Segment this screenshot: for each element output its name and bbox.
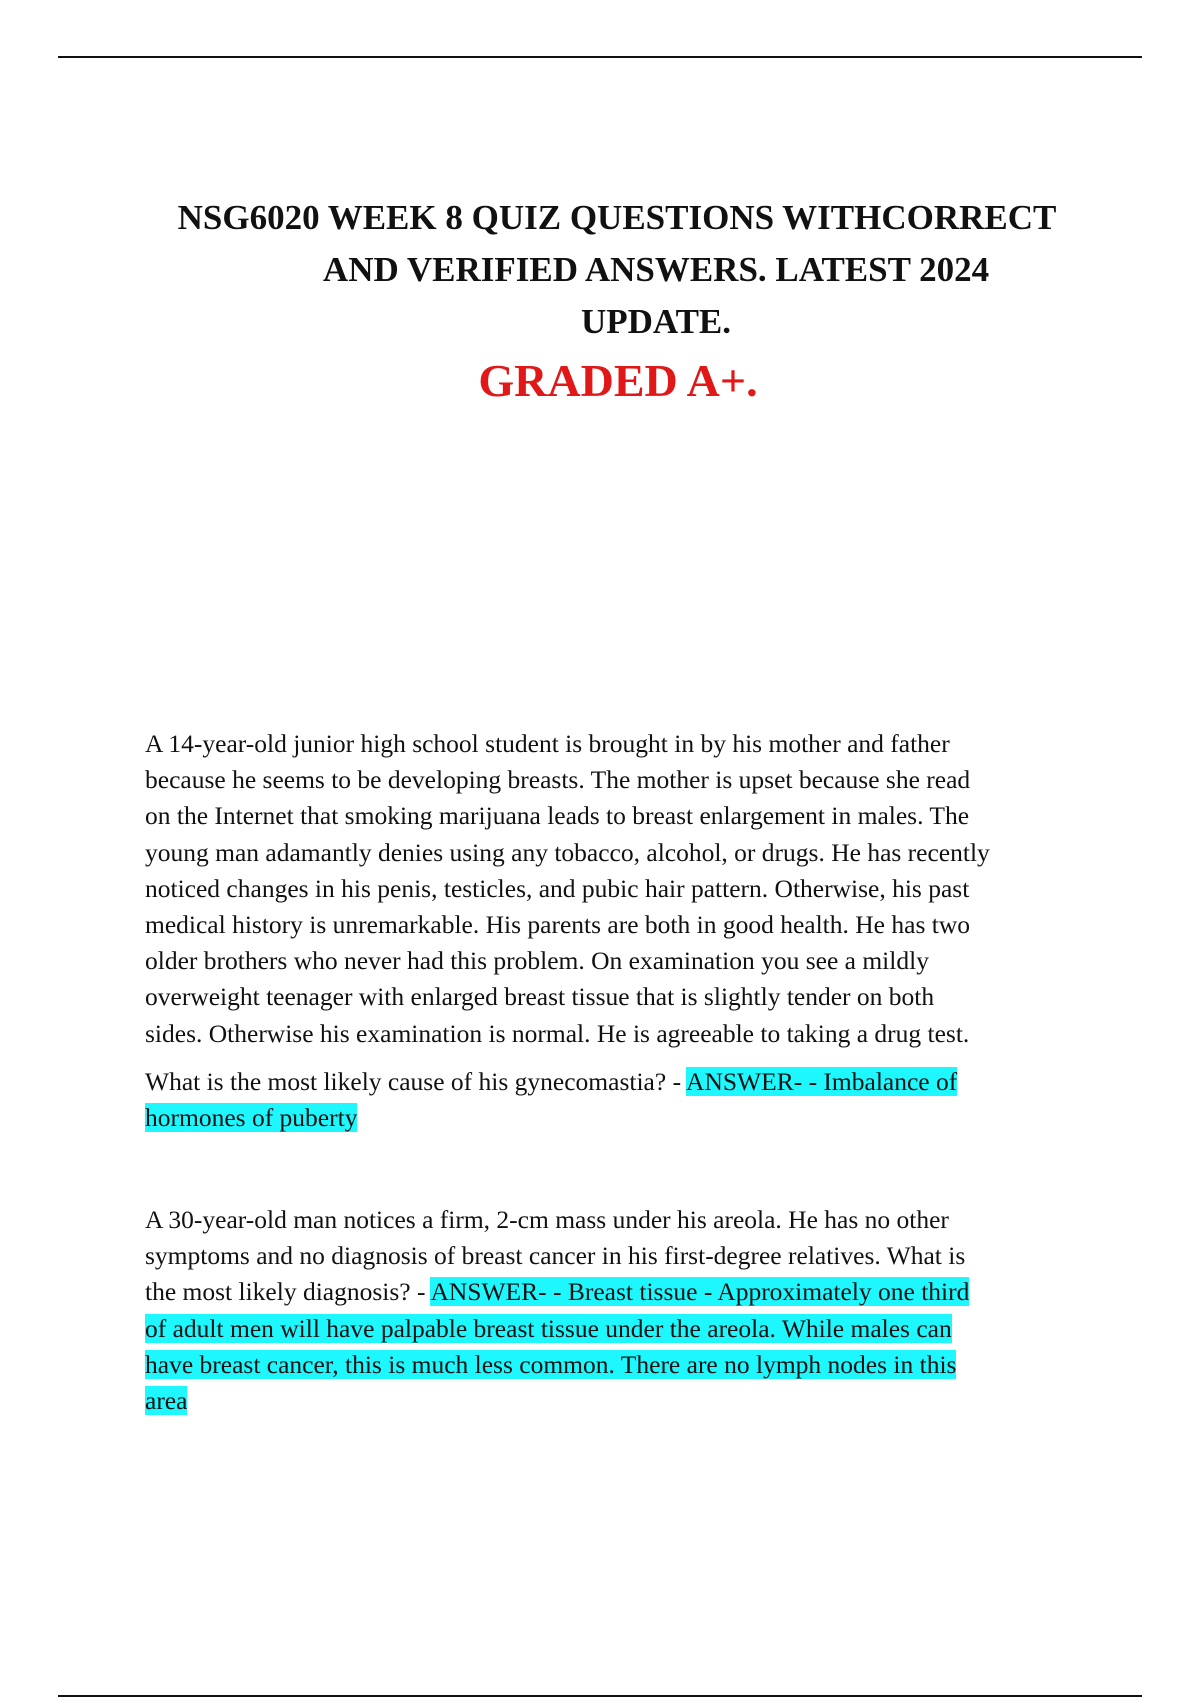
answer-highlight: area [145, 1386, 188, 1416]
question-text: What is the most likely cause of his gynecomastia? - [145, 1067, 687, 1096]
answer-line [145, 1383, 1085, 1419]
scenario-line: A 14-year-old junior high school student is brought in by his mother and father [145, 729, 950, 758]
bottom-rule [58, 1695, 1142, 1697]
answer-highlight: hormones of puberty [145, 1103, 358, 1133]
scenario-line: overweight teenager with enlarged breast tissue that is slightly tender on both [145, 982, 935, 1012]
document-title-line-2: AND VERIFIED ANSWERS. LATEST 2024 [322, 250, 990, 289]
grade-label: GRADED A+. [478, 355, 758, 406]
scenario-line: older brothers who never had this problem. On examination you see a mildly [145, 946, 929, 976]
scenario-line: noticed changes in his penis, testicles, and pubic hair pattern. Otherwise, his past [145, 873, 970, 903]
scenario-line: A 30-year-old man notices a firm, 2-cm mass under his areola. He has no other [145, 1205, 949, 1234]
question-1-scenario [145, 726, 1085, 1052]
question-line [145, 1064, 1085, 1100]
top-rule [58, 56, 1142, 58]
scenario-line: young man adamantly denies using any tobacco, alcohol, or drugs. He has recently [145, 837, 990, 867]
scenario-line: sides. Otherwise his examination is normal. He is agreeable to taking a drug test. [145, 1018, 970, 1048]
answer-line [145, 1347, 1085, 1383]
question-1-prompt [145, 1064, 1085, 1136]
scenario-line: because he seems to be developing breasts. The mother is upset because she read [145, 765, 971, 795]
document-header [0, 192, 1200, 412]
question-text: the most likely diagnosis? - [145, 1277, 431, 1307]
answer-line [145, 1311, 1085, 1347]
scenario-line: symptoms and no diagnosis of breast cancer in his first-degree relatives. What is [145, 1241, 966, 1271]
answer-highlight: of adult men will have palpable breast tissue under the areola. While males can [145, 1313, 952, 1343]
answer-highlight: have breast cancer, this is much less common. There are no lymph nodes in this [145, 1349, 957, 1379]
scenario-line: on the Internet that smoking marijuana leads to breast enlargement in males. The [145, 801, 970, 831]
question-line [145, 1274, 1085, 1310]
answer-highlight: ANSWER- - Breast tissue - Approximately one third [430, 1277, 970, 1307]
question-2 [145, 1202, 1085, 1419]
document-title-line-3: UPDATE. [580, 302, 732, 341]
answer-highlight: ANSWER- - Imbalance of [686, 1067, 958, 1096]
document-title-line-1: NSG6020 WEEK 8 QUIZ QUESTIONS WITHCORRECT [177, 198, 1057, 237]
scenario-line: medical history is unremarkable. His parents are both in good health. He has two [145, 910, 970, 940]
question-line [145, 1100, 1085, 1136]
